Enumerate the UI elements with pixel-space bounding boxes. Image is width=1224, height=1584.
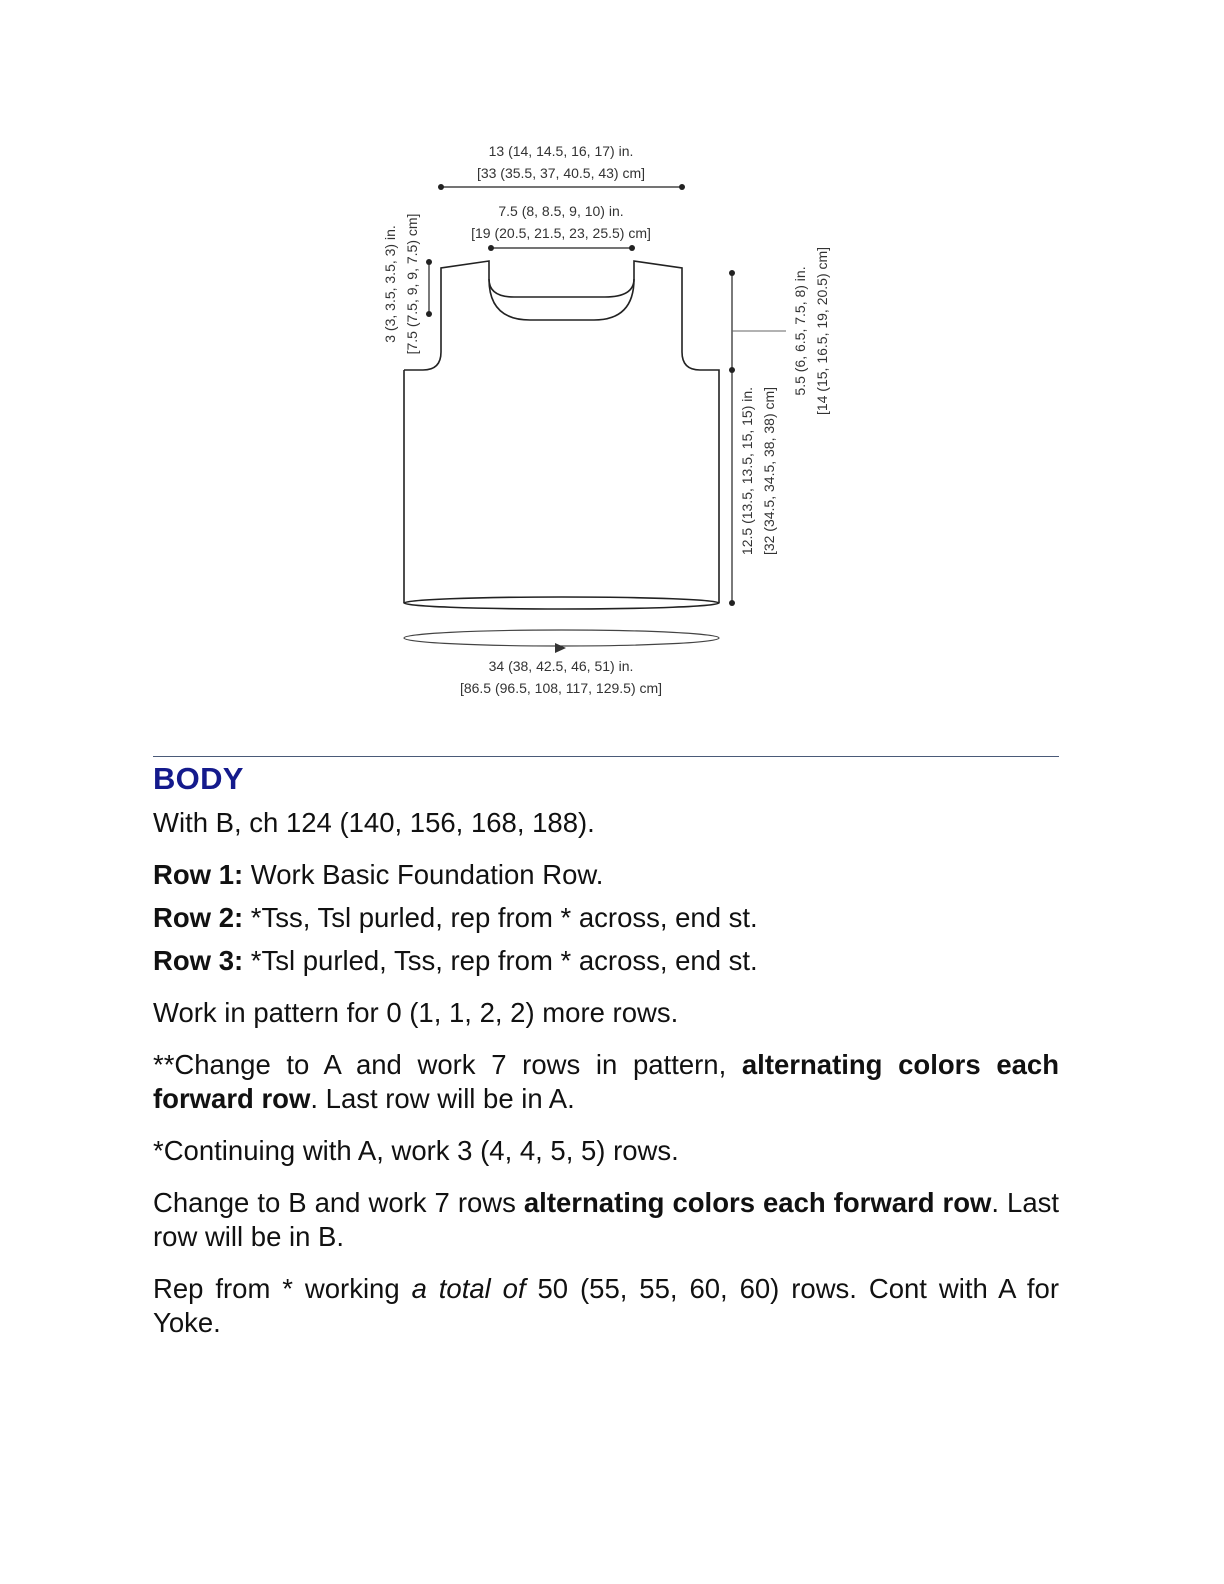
continue-with-a-instruction: *Continuing with A, work 3 (4, 4, 5, 5) rows. [153,1135,679,1166]
change-to-a-text: **Change to A and work 7 rows in pattern, [153,1049,742,1080]
pattern-rows-instruction: Work in pattern for 0 (1, 1, 2, 2) more rows. [153,997,679,1028]
repeat-emphasis: a total of [411,1273,526,1304]
change-to-a-tail: . Last row will be in A. [310,1083,575,1114]
row-3-text: *Tsl purled, Tss, rep from * across, end st. [243,945,758,976]
change-to-a-instruction [153,1048,1059,1116]
change-to-b-tail: . Last row will be in B. [153,1187,1060,1252]
row-1-instruction [153,858,1059,892]
row-3-instruction [153,944,1059,978]
circumference-ellipse [404,630,719,646]
garment-outline [404,261,719,603]
top-width-label-cm: [33 (35.5, 37, 40.5, 43) cm] [476,165,646,181]
change-to-b-instruction [153,1186,1059,1254]
armhole-depth-label-cm: [14 (15, 16.5, 19, 20.5) cm] [814,246,830,416]
body-length-label-cm: [32 (34.5, 34.5, 38, 38) cm] [761,386,777,556]
circumference-label-cm: [86.5 (96.5, 108, 117, 129.5) cm] [459,680,663,696]
row-2-instruction [153,901,1059,935]
top-width-label-in: 13 (14, 14.5, 16, 17) in. [488,143,634,159]
repeat-instruction [153,1272,1059,1340]
row-2-label: Row 2: [153,902,244,933]
change-to-b-text: Change to B and work 7 rows [153,1187,524,1218]
change-to-b-emphasis: alternating colors each forward row [523,1187,992,1218]
repeat-text: Rep from * working [153,1273,412,1304]
foundation-chain-instruction: With B, ch 124 (140, 156, 168, 188). [153,807,595,838]
armhole-depth-label-in: 5.5 (6, 6.5, 7.5, 8) in. [792,266,808,396]
row-1-label: Row 1: [153,859,244,890]
change-to-a-emphasis: alternating colors each forward row [153,1049,1059,1114]
section-divider [153,756,1059,757]
neckline-band [489,279,634,320]
row-3-label: Row 3: [153,945,244,976]
row-2-text: *Tss, Tsl purled, rep from * across, end st. [243,902,758,933]
repeat-tail: 50 (55, 55, 60, 60) rows. Cont with A for Yoke. [153,1273,1059,1338]
hem-ellipse [404,597,719,609]
shoulder-depth-label-cm: [7.5 (7.5, 9, 9, 7.5) cm] [404,213,420,355]
instructions [153,806,1059,1340]
circumference-label-in: 34 (38, 42.5, 46, 51) in. [488,658,634,674]
section-heading: BODY [153,761,244,796]
neck-width-label-in: 7.5 (8, 8.5, 9, 10) in. [498,203,624,219]
garment-schematic [0,0,1224,720]
circumference-arrow [555,643,566,653]
shoulder-depth-label-in: 3 (3, 3.5, 3.5, 3) in. [382,225,398,343]
row-1-text: Work Basic Foundation Row. [243,859,604,890]
body-length-label-in: 12.5 (13.5, 13.5, 15, 15) in. [739,386,755,556]
neck-width-label-cm: [19 (20.5, 21.5, 23, 25.5) cm] [471,225,651,241]
